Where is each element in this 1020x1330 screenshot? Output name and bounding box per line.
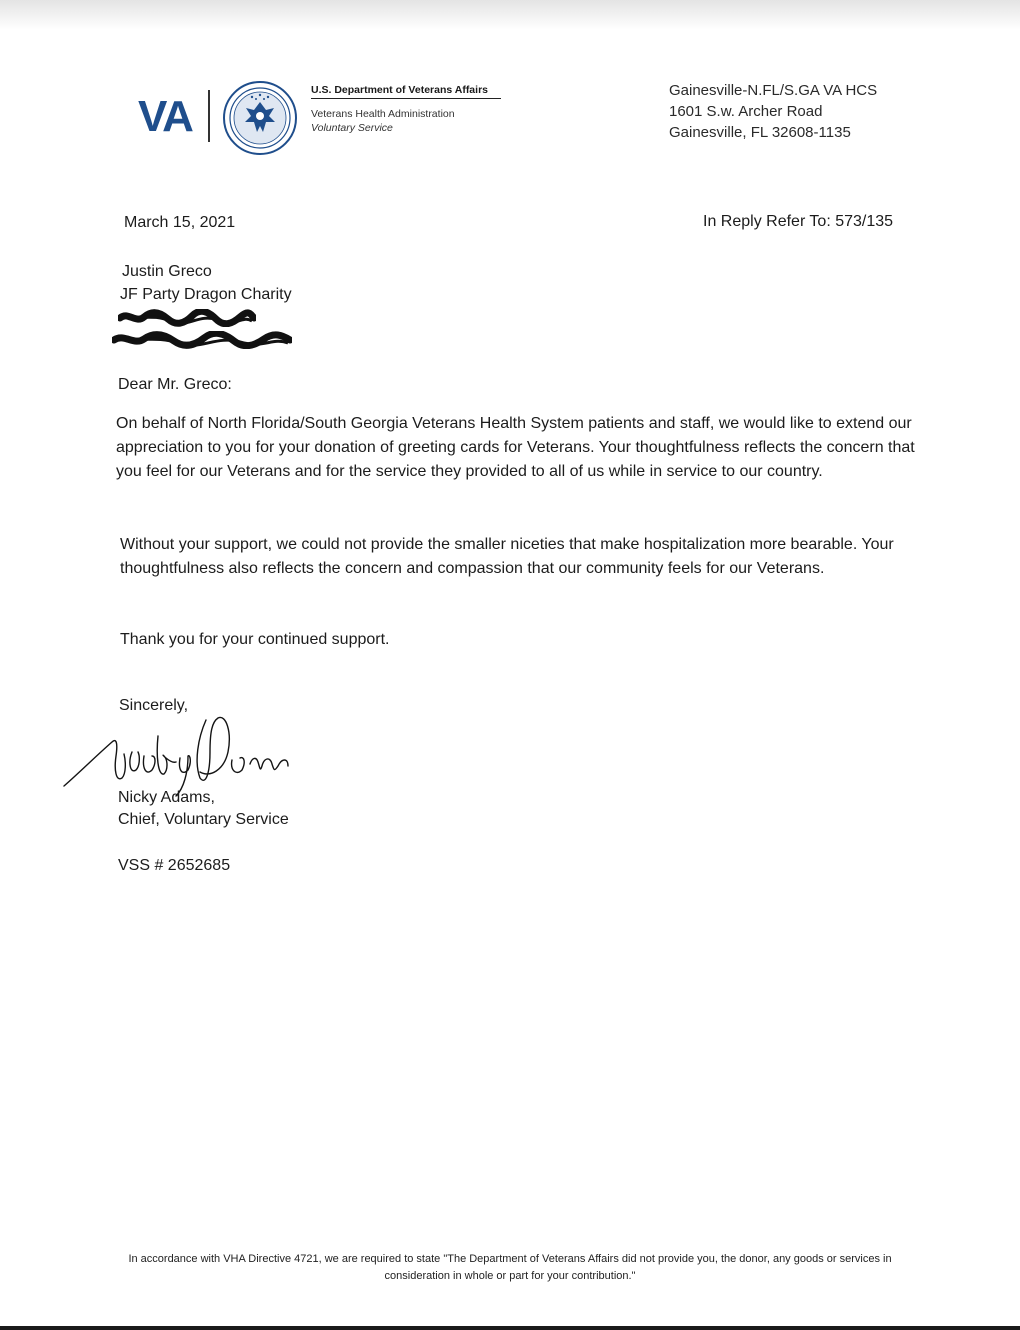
return-address-line2: 1601 S.w. Archer Road: [669, 103, 823, 120]
scan-bottom-edge: [0, 1326, 1020, 1330]
va-logo-text: VA: [138, 92, 192, 141]
service-name: Voluntary Service: [311, 122, 393, 134]
reply-reference: In Reply Refer To: 573/135: [703, 213, 894, 230]
department-title: U.S. Department of Veterans Affairs: [311, 84, 501, 99]
logo-divider: [208, 90, 210, 142]
recipient-name: Justin Greco: [122, 263, 212, 280]
va-seal-icon: [222, 80, 298, 156]
scan-top-shadow: [0, 0, 1020, 30]
letter-date: March 15, 2021: [124, 214, 236, 231]
return-address-line1: Gainesville-N.FL/S.GA VA HCS: [669, 82, 878, 99]
footer-notice: In accordance with VHA Directive 4721, we are required to state "The Department of Veterans Affairs did not provide you, the donor, any goods or services in consideration in whole or part for your contribution.": [128, 1253, 892, 1282]
signer-title: Chief, Voluntary Service: [118, 811, 289, 828]
return-address-line3: Gainesville, FL 32608-1135: [669, 124, 851, 141]
body-paragraph-1: On behalf of North Florida/South Georgia Veterans Health System patients and staff, we would like to extend our appreciation to you for your donation of greeting cards for Veterans. Your thoughtfulness reflects the concern that you feel for our Veterans and for the service they provided to all of us while in service to our country.: [116, 415, 915, 480]
closing: Sincerely,: [119, 697, 189, 714]
vss-number: VSS # 2652685: [118, 857, 231, 874]
body-paragraph-2: Without your support, we could not provide the smaller niceties that make hospitalization more bearable. Your thoughtfulness also reflects the concern and compassion that our community feels for our Veterans.: [120, 536, 894, 577]
redacted-address-line1: [118, 309, 256, 327]
salutation: Dear Mr. Greco:: [118, 376, 232, 393]
body-paragraph-3: Thank you for your continued support.: [120, 631, 390, 648]
signer-name: Nicky Adams,: [118, 789, 215, 806]
recipient-organization: JF Party Dragon Charity: [120, 286, 292, 303]
redacted-address-line2: [112, 331, 292, 349]
administration-name: Veterans Health Administration: [311, 108, 455, 120]
